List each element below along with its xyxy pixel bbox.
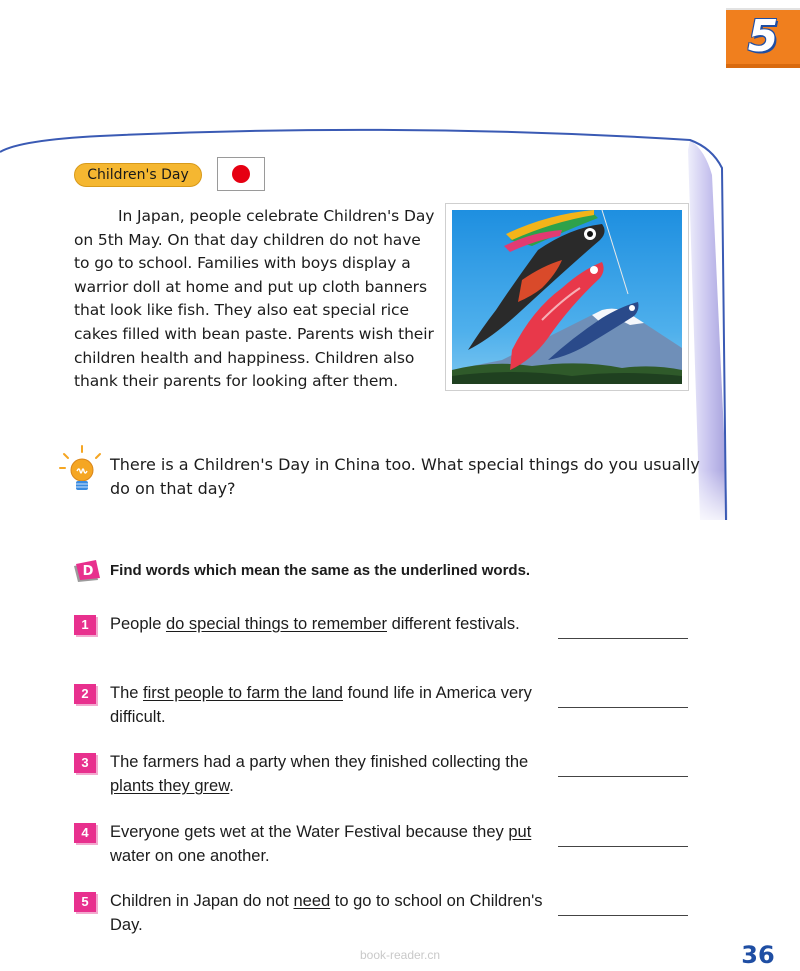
reading-paragraph: In Japan, people celebrate Children's Day on 5th May. On that day children do not have to go to school. Families with boys display a warrior doll at home and put up cloth banners that look like fish. They also eat special rice cakes filled with bean paste. Parents wish their children health and happiness. Children also thank their parents for looking after them. — [74, 207, 435, 391]
sentence-text: Children in Japan do not — [110, 892, 294, 910]
japan-flag-icon — [217, 157, 265, 191]
topic-badge: Children's Day — [74, 163, 202, 187]
answer-line[interactable] — [558, 915, 688, 916]
sentence-text: People — [110, 615, 166, 633]
item-sentence — [110, 750, 552, 798]
exercise-instruction: Find words which mean the same as the underlined words. — [110, 562, 531, 579]
item-number: 5 — [74, 892, 96, 912]
item-number: 4 — [74, 823, 96, 843]
item-number: 3 — [74, 753, 96, 773]
page-number: 36 — [741, 941, 775, 969]
underlined-phrase: put — [508, 823, 532, 841]
flag-red-circle — [232, 165, 250, 183]
koinobori-photo — [446, 204, 688, 390]
sentence-text: water on one another. — [110, 847, 270, 865]
sentence-text: Everyone gets wet at the Water Festival because they — [110, 823, 509, 841]
exercise-item — [74, 612, 694, 662]
watermark: book-reader.cn — [359, 948, 441, 962]
answer-line[interactable] — [558, 776, 688, 777]
koinobori-illustration — [452, 210, 682, 384]
underlined-phrase: need — [293, 892, 331, 910]
underlined-phrase: do special things to remember — [165, 615, 387, 633]
underlined-phrase: plants they grew — [110, 777, 230, 795]
exercise-item — [74, 681, 694, 731]
lightbulb-icon — [58, 444, 106, 496]
section-d-icon — [72, 558, 106, 584]
item-number: 1 — [74, 615, 96, 635]
sentence-text: found life in America very difficult. — [110, 684, 532, 726]
answer-line[interactable] — [558, 846, 688, 847]
item-sentence — [110, 612, 552, 636]
exercise-item — [74, 750, 694, 800]
item-sentence — [110, 889, 552, 937]
answer-line[interactable] — [558, 707, 688, 708]
reading-passage — [74, 205, 440, 394]
sentence-text: The farmers had a party when they finished collecting the — [110, 753, 529, 771]
sentence-text: . — [229, 777, 234, 795]
underlined-phrase: first people to farm the land — [143, 684, 343, 702]
exercise-item — [74, 820, 694, 870]
section-letter: D — [82, 564, 94, 579]
sentence-text: The — [110, 684, 144, 702]
unit-number: 5 — [747, 11, 779, 62]
answer-line[interactable] — [558, 638, 688, 639]
exercise-header — [72, 558, 692, 584]
discussion-question: There is a Children's Day in China too. What special things do you usually do on that day? — [110, 455, 700, 498]
item-sentence — [110, 681, 552, 729]
item-sentence — [110, 820, 552, 868]
item-number: 2 — [74, 684, 96, 704]
sentence-text: different festivals. — [387, 615, 520, 633]
sentence-text: to go to school on Children's Day. — [110, 892, 543, 934]
exercise-item — [74, 889, 694, 939]
